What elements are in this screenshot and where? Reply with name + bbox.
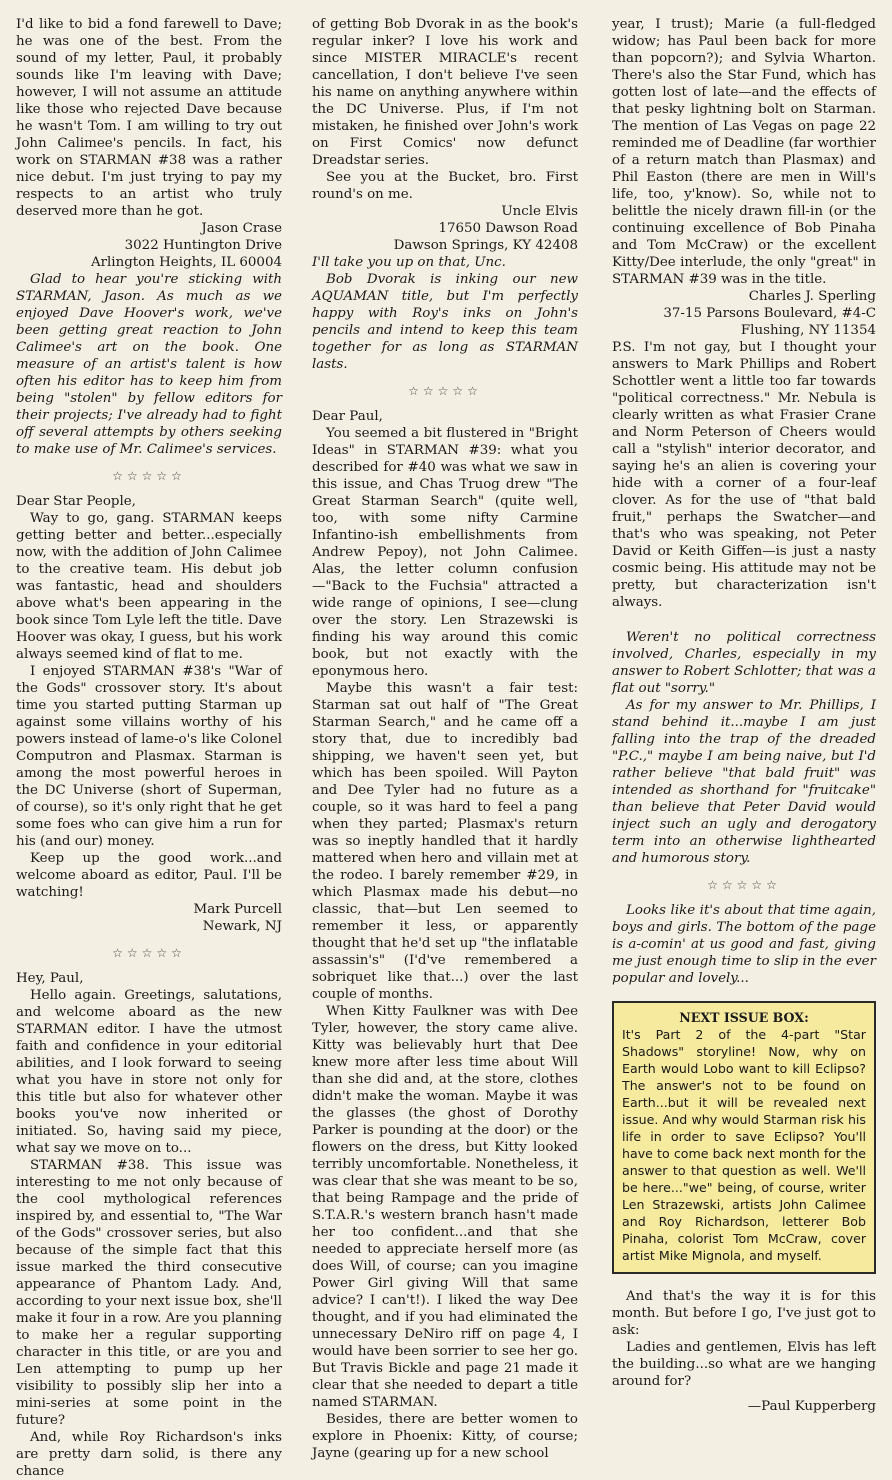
letter-signature: Uncle Elvis 17650 Dawson Road Dawson Springs, KY 42408 (393, 204, 578, 253)
letter-paragraph: See you at the Bucket, bro. First round's on me. (312, 170, 578, 202)
editor-closing: Looks like it's about that time again, boys and girls. The bottom of the page is a-comin' at us good and fast, giving me just enough time to slip in the ever popular and lovely... (612, 903, 876, 986)
letter-paragraph: STARMAN #38. This issue was interesting to me not only because of the cool mythological references inspired by, and essential to, "The War of the Gods" crossover series, but also because of the simple fact that this issue marked the third consecutive appearance of Phantom Lady. And, according to your next issue box, she'll make it four in a row. Are you planning to make her a regular supporting character in this title, or are you and Len attempting to pump up her visibility to possibly slip her into a mini-series at some point in the future? (16, 1158, 282, 1428)
star-divider-icon: ☆☆☆☆☆ (408, 384, 482, 398)
salutation: Hey, Paul, (16, 971, 84, 986)
closing-paragraph: And that's the way it is for this month. But before I go, I've just got to ask: (612, 1289, 876, 1338)
closing-paragraph: Ladies and gentlemen, Elvis has left the building...so what are we hanging around for? (612, 1340, 876, 1389)
editor-reply: Weren't no political correctness involved, Charles, especially in my answer to Robert Schlotter; that was a flat out "sorry." As for my answer to Mr. Phillips, I stand behind it...maybe I am just falling into the trap of the dreaded "P.C.," maybe I am being naive, but I'd rather believe "that bald fruit" was intended as shorthand for "fruitcake" than believe that Peter David would inject such an ugly and derogatory term into an otherwise lighthearted and humorous story. (612, 630, 876, 866)
star-divider-icon: ☆☆☆☆☆ (112, 946, 186, 960)
next-issue-body: It's Part 2 of the 4-part "Star Shadows" storyline! Now, why on Earth would Lobo want to kill Eclipso? The answer's not to be found on Earth...but it will be revealed next issue. And why would Starman risk his life in order to save Eclipso? You'll have to come back next month for the answer to that question as well. We'll be here..."we" being, of course, writer Len Strazewski, artists John Calimee and Roy Richardson, letterer Bob Pinaha, colorist Tom McCraw, cover artist Mike Mignola, and myself. (622, 1027, 866, 1263)
letter-signature: Charles J. Sperling 37-15 Parsons Boulevard, #4-C Flushing, NY 11354 (663, 289, 876, 338)
editor-reply: Glad to hear you're sticking with STARMAN, Jason. As much as we enjoyed Dave Hoover's work, we've been getting great reaction to John Calimee's art on the book. One measure of an artist's talent is how often his editor has to keep him from being "stolen" by fellow editors for their projects; I've already had to fight off several attempts by others seeking to make use of Mr. Calimee's services. (16, 272, 282, 457)
star-divider-icon: ☆☆☆☆☆ (112, 469, 186, 483)
letter-paragraph: Way to go, gang. STARMAN keeps getting better and better...especially now, with the addition of John Calimee to the creative team. His debut job was fantastic, head and shoulders above what's been appearing in the book since Tom Lyle left the title. Dave Hoover was okay, I guess, but his work always seemed kind of flat to me. (16, 511, 282, 662)
letter-paragraph: You seemed a bit flustered in "Bright Ideas" in STARMAN #39: what you described for #40 was what we saw in this issue, and Chas Truog drew "The Great Starman Search" (quite well, too, with some nifty Carmine Infantino-ish embellishments from Andrew Pepoy), not John Calimee. Alas, the letter column confusion—"Back to the Fuchsia" attracted a wide range of opinions, I see—clung over the story. Len Strazewski is finding his way around this comic book, but not exactly with the eponymous hero. (312, 426, 578, 679)
star-divider-icon: ☆☆☆☆☆ (707, 878, 781, 892)
letter-paragraph: Keep up the good work...and welcome aboard as editor, Paul. I'll be watching! (16, 851, 282, 900)
next-issue-box (612, 1001, 876, 1274)
letter-signature: Mark Purcell Newark, NJ (193, 902, 282, 934)
column-2 (312, 16, 578, 1462)
editor-signoff: —Paul Kupperberg (747, 1399, 876, 1414)
letter-signature: Jason Crase 3022 Huntington Drive Arlington Heights, IL 60004 (90, 221, 282, 270)
salutation: Dear Paul, (312, 409, 383, 424)
letter-paragraph: Maybe this wasn't a fair test: Starman sat out half of "The Great Starman Search," and he came off a story that, due to incredibly bad shipping, we haven't seen yet, but which has been spoiled. Will Payton and Dee Tyler had no future as a couple, so it was hard to feel a pang when they parted; Plasmax's return was so ineptly handled that it hardly mattered when hero and villain met at the rodeo. I barely remember #29, in which Plasmax made his debut—no classic, that—but Len seemed to remember it less, or apparently thought that he'd set up "the inflatable assassin's" (I'd've remembered a sobriquet like that...) over the last couple of months. (312, 681, 578, 1002)
column-3 (612, 16, 876, 1415)
letter-paragraph: I enjoyed STARMAN #38's "War of the Gods" crossover story. It's about time you started putting Starman up against some villains worthy of his powers instead of lame-o's like Colonel Computron and Plasmax. Starman is among the most powerful heroes in the DC Universe (short of Superman, of course), so it's only right that he get some foes who can give him a run for his (and our) money. (16, 664, 282, 849)
letter-paragraph: When Kitty Faulkner was with Dee Tyler, however, the story came alive. Kitty was believably hurt that Dee knew more after less time about Will than she did and, at the store, clothes didn't make the woman. Maybe it was the glasses (the ghost of Dorothy Parker is pounding at the door) or the flowers on the dress, but Kitty looked terribly uncomfortable. Nonetheless, it was clear that she was meant to be so, that being Rampage and the pride of S.T.A.R.'s western branch hasn't made her too confident...and that she needed to appreciate herself more (as does Will, of course; can you imagine Power Girl giving Will that same advice? I can't!). I liked the way Dee thought, and if you had eliminated the unnecessary DeNiro riff on page 4, I would have been sorrier to see her go. But Travis Bickle and page 21 made it clear that she needed to depart a title named STARMAN. (312, 1004, 578, 1410)
letter-paragraph: year, I trust); Marie (a full-fledged widow; has Paul been back for more than popcorn?); and Sylvia Wharton. There's also the Star Fund, which has gotten lost of late—and the effects of that pesky lightning bolt on Starman. The mention of Las Vegas on page 22 reminded me of Deadline (far worthier of a return match than Plasmax) and Phil Easton (there are men in Will's life, too, y'know). So, while not to belittle the nicely drawn fill-in (or the continuing excellence of Bob Pinaha and Tom McCraw) or the excellent Kitty/Dee interlude, the only "great" in STARMAN #39 was in the title. (612, 17, 876, 287)
letter-paragraph: Besides, there are better women to explore in Phoenix: Kitty, of course; Jayne (gearing up for a new school (312, 1412, 578, 1461)
letter-paragraph: I'd like to bid a fond farewell to Dave; he was one of the best. From the sound of my letter, Paul, it probably sounds like I'm leaving with Dave; however, I will not assume an attitude like those who rejected Dave because he wasn't Tom. I am willing to try out John Calimee's pencils. In fact, his work on STARMAN #38 was a rather nice debut. I'm just trying to pay my respects to an artist who truly deserved more than he got. (16, 17, 282, 219)
postscript: P.S. I'm not gay, but I thought your answers to Mark Phillips and Robert Schottler went a little too far towards "political correctness." Mr. Nebula is clearly written as what Frasier Crane and Norm Peterson of Cheers would call a "stylish" interior decorator, and saying he's an alien is covering your hide with a corner of a four-leaf clover. As for the use of "that bald fruit," perhaps the Swatcher—and that's who was speaking, not Peter David or Keith Giffen—is just a nasty cosmic being. His attitude may not be pretty, but characterization isn't always. (612, 340, 876, 610)
editor-reply: I'll take you up on that, Unc. Bob Dvorak is inking our new AQUAMAN title, but I'm perfectly happy with Roy's inks on John's pencils and intend to keep this team together for as long as STARMAN lasts. (312, 255, 578, 372)
next-issue-title: NEXT ISSUE BOX: (679, 1010, 809, 1025)
letter-paragraph: Hello again. Greetings, salutations, and welcome aboard as the new STARMAN editor. I have the utmost faith and confidence in your editorial abilities, and I look forward to seeing what you have in store not only for this title but also for whatever other books you've now inherited or initiated. So, having said my piece, what say we move on to... (16, 988, 282, 1156)
salutation: Dear Star People, (16, 494, 136, 509)
letter-paragraph: And, while Roy Richardson's inks are pretty darn solid, is there any chance (16, 1430, 282, 1479)
letter-paragraph: of getting Bob Dvorak in as the book's regular inker? I love his work and since MISTER MIRACLE's recent cancellation, I don't believe I've seen his name on anything anywhere within the DC Universe. Plus, if I'm not mistaken, he finished over John's work on First Comics' now defunct Dreadstar series. (312, 17, 578, 168)
column-1 (16, 16, 282, 1480)
